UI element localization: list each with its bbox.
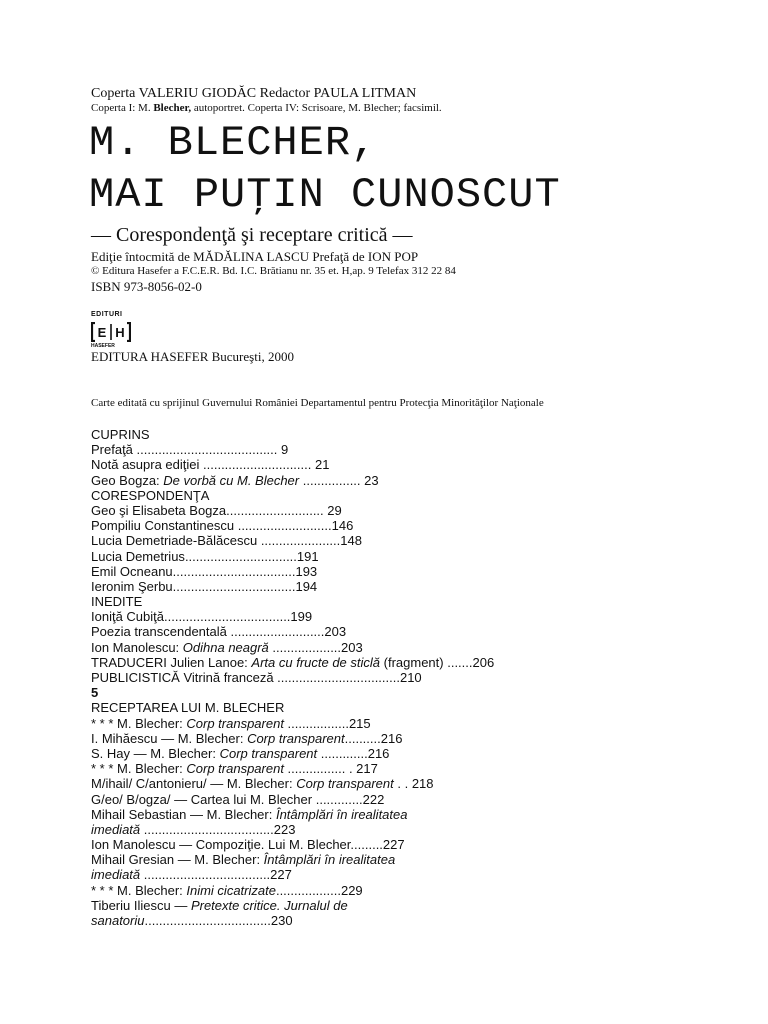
toc-entry-page: ...................................199 (164, 609, 313, 625)
toc-entry-page: (fragment) .......206 (380, 654, 495, 670)
toc-row (91, 731, 691, 746)
toc-entry-text: Lucia Demetrius (91, 548, 185, 564)
toc-row (91, 761, 691, 776)
toc-entry-italic: Corp transparent (186, 715, 284, 731)
toc-entry-text: G/eo/ B/ogza/ — Cartea lui M. Blecher (91, 791, 316, 807)
toc-entry-text: Emil Ocneanu (91, 563, 173, 579)
toc-entry-text: CORESPONDENŢA (91, 487, 210, 503)
toc-entry-page: ................ . 217 (283, 761, 378, 777)
toc-entry-text: I. Mihăescu — M. Blecher: (91, 730, 248, 746)
toc-row (91, 746, 691, 761)
toc-entry-text: * * * M. Blecher: (91, 882, 187, 898)
toc-entry-italic: Corp transparent (296, 776, 394, 792)
toc-row (91, 609, 691, 624)
toc-entry-page: . . 218 (393, 776, 434, 792)
toc-row (91, 716, 691, 731)
toc-entry-text: Ioniţă Cubiţă (91, 609, 164, 625)
toc-entry-page: ...................................230 (144, 913, 293, 928)
toc-row (91, 427, 691, 442)
svg-text:H: H (115, 325, 125, 340)
toc-entry-page: .............................. 21 (203, 457, 330, 473)
toc-row (91, 624, 691, 639)
toc-entry-text: Lucia Demetriade-Bălăcescu (91, 533, 261, 549)
logo-bottom-text: HASEFER (91, 343, 115, 349)
toc-row (91, 518, 691, 533)
toc-entry-italic: Întâmplări în irealitatea (275, 806, 408, 822)
toc-row (91, 594, 691, 609)
book-title-line-1: M. BLECHER, (89, 119, 378, 167)
toc-entry-text: M/ihail/ C/antonieru/ — M. Blecher: (91, 776, 297, 792)
isbn: ISBN 973-8056-02-0 (91, 279, 202, 294)
toc-entry-text: Mihail Gresian — M. Blecher: (91, 852, 264, 868)
toc-entry-page: ...............................191 (184, 548, 319, 564)
toc-entry-text: Geo Bogza: (91, 472, 164, 488)
cover-description-rest: autoportret. Coperta IV: Scrisoare, M. Blecher; facsimil. (191, 102, 442, 114)
toc-entry-text: Ieronim Şerbu (91, 578, 173, 594)
toc-entry-page: ....................................... 9 (136, 442, 289, 458)
toc-entry-text: Poezia transcendentală (91, 624, 231, 640)
toc-entry-page: .................215 (283, 715, 371, 731)
toc-entry-page: ...................203 (268, 639, 363, 655)
toc-entry-italic: Corp transparent (186, 761, 284, 777)
toc-entry-page: ..................................194 (172, 578, 318, 594)
toc-entry-text: 5 (91, 685, 99, 701)
support-note: Carte editată cu sprijinul Guvernului României Departamentul pentru Protecţia Minorităţilor Naţionale (91, 397, 544, 409)
toc-entry-text: INEDITE (91, 594, 143, 610)
toc-row (91, 913, 691, 928)
book-title-line-2: MAI PUŢIN CUNOSCUT (89, 171, 561, 219)
toc-entry-text: RECEPTAREA LUI M. BLECHER (91, 700, 285, 716)
toc-row (91, 867, 691, 882)
cover-description-bold: Blecher, (153, 102, 192, 114)
toc-entry-text: Mihail Sebastian — M. Blecher: (91, 806, 276, 822)
cover-description-prefix: Coperta I: M. (91, 102, 154, 114)
toc-entry-text: S. Hay — M. Blecher: (91, 745, 220, 761)
toc-row (91, 700, 691, 715)
toc-row (91, 685, 691, 700)
toc-entry-page: .............216 (317, 745, 390, 761)
toc-entry-text: Ion Manolescu: (91, 639, 183, 655)
toc-entry-page: ........................... 29 (226, 502, 342, 518)
toc-entry-page: ..........................203 (230, 624, 347, 640)
publisher-line: EDITURA HASEFER Bucureşti, 2000 (91, 349, 294, 364)
toc-entry-page: ...................................227 (140, 867, 292, 883)
toc-entry-text: TRADUCERI Julien Lanoe: (91, 654, 252, 670)
toc-entry-text: Pompiliu Constantinescu (91, 518, 238, 534)
toc-entry-page: .............222 (315, 791, 385, 807)
toc-entry-text: CUPRINS (91, 427, 150, 442)
toc-entry-page: ..........................146 (237, 518, 354, 534)
toc-row (91, 807, 691, 822)
edition-line: Ediţie întocmită de MĂDĂLINA LASCU Prefaţă de ION POP (91, 249, 419, 264)
toc-row (91, 503, 691, 518)
toc-entry-italic: De vorbă cu M. Blecher (163, 472, 300, 488)
toc-entry-text: Geo şi Elisabeta Bogza (91, 502, 227, 518)
table-of-contents (91, 427, 691, 928)
toc-entry-text: Notă asupra ediţiei (91, 457, 204, 473)
toc-row (91, 655, 691, 670)
toc-row (91, 564, 691, 579)
copyright-line: © Editura Hasefer a F.C.E.R. Bd. I.C. Brătianu nr. 35 et. H,ap. 9 Telefax 312 22 84 (91, 265, 456, 277)
toc-row (91, 898, 691, 913)
toc-entry-page: ....................................223 (140, 821, 296, 837)
toc-row (91, 822, 691, 837)
toc-entry-italic: Corp transparent (247, 730, 345, 746)
toc-row (91, 670, 691, 685)
toc-entry-text: * * * M. Blecher: (91, 761, 187, 777)
toc-entry-text: Prefaţă (91, 442, 137, 458)
toc-entry-italic: imediată (91, 867, 141, 883)
toc-entry-page: ..................................210 (277, 670, 422, 685)
toc-entry-page: ..................229 (275, 882, 363, 898)
toc-entry-italic: Inimi cicatrizate (186, 882, 276, 898)
toc-row (91, 579, 691, 594)
cover-description (91, 102, 442, 114)
toc-entry-italic: Arta cu fructe de sticlă (251, 654, 381, 670)
toc-row (91, 442, 691, 457)
svg-text:E: E (97, 325, 107, 340)
publisher-logo (91, 322, 131, 342)
book-subtitle: — Corespondenţă şi receptare critică — (91, 224, 413, 246)
toc-row (91, 640, 691, 655)
toc-entry-page: ......................148 (260, 533, 362, 549)
toc-entry-italic: Pretexte critice. Jurnalul de (190, 897, 348, 913)
toc-entry-page: ..........216 (344, 730, 403, 746)
toc-entry-page: ................ 23 (299, 472, 379, 488)
toc-row (91, 776, 691, 791)
toc-entry-italic: Odihna neagră (182, 639, 269, 655)
toc-row (91, 837, 691, 852)
toc-entry-text: Ion Manolescu — Compoziţie. Lui M. Blecher (91, 837, 351, 853)
toc-entry-italic: sanatoriu (91, 913, 145, 928)
toc-row (91, 852, 691, 867)
toc-entry-italic: imediată (91, 821, 141, 837)
toc-row (91, 549, 691, 564)
toc-entry-text: PUBLICISTICĂ Vitrină franceză (91, 670, 278, 685)
toc-row (91, 533, 691, 548)
toc-row (91, 883, 691, 898)
toc-entry-text: * * * M. Blecher: (91, 715, 187, 731)
toc-entry-text: Tiberiu Iliescu — (91, 897, 191, 913)
toc-entry-italic: Întâmplări în irealitatea (263, 852, 396, 868)
toc-entry-italic: Corp transparent (219, 745, 318, 761)
toc-entry-page: ..................................193 (172, 563, 318, 579)
toc-entry-page: .........227 (350, 837, 405, 853)
toc-row (91, 473, 691, 488)
cover-editor-credits: Coperta VALERIU GIODĂC Redactor PAULA LITMAN (91, 86, 417, 101)
logo-top-text: EDITURI (91, 311, 123, 318)
toc-row (91, 488, 691, 503)
toc-row (91, 792, 691, 807)
toc-row (91, 457, 691, 472)
